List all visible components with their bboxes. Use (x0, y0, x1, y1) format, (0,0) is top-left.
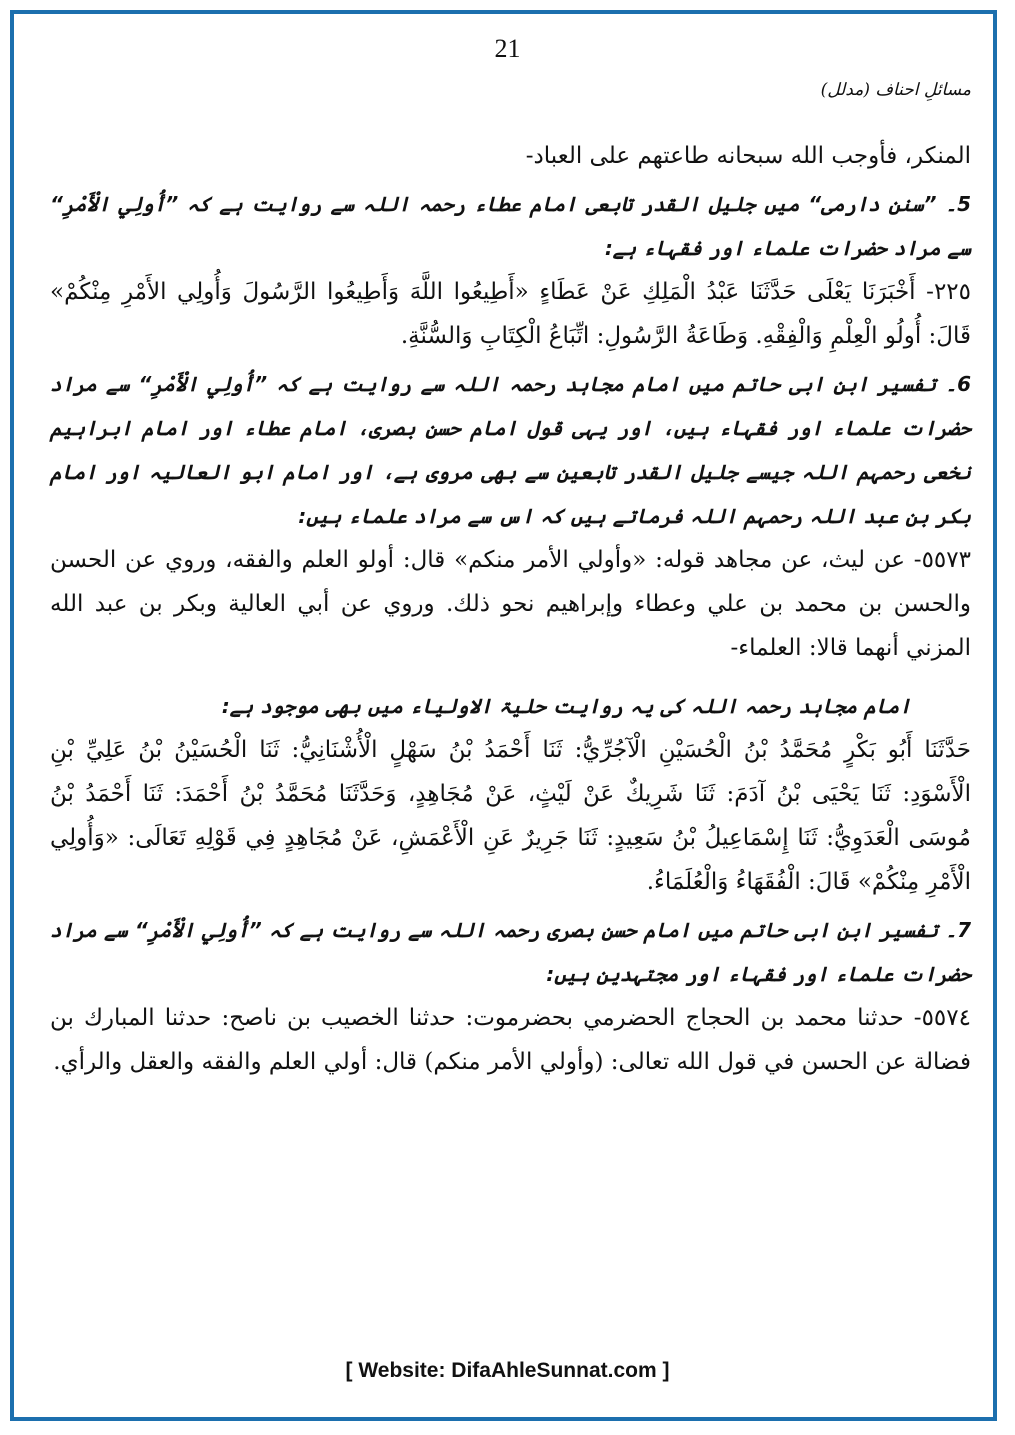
arabic-hadith-5574: ٥٥٧٤- حدثنا محمد بن الحجاج الحضرمي بحضرموت: حدثنا الخصيب بن ناصح: حدثنا المبارك بن فضالة عن الحسن في قول الله تعالى: (وأولي الأمر منكم) قال: أولي العلم والفقه والعقل والرأي. (50, 1005, 971, 1075)
page (24, 24, 991, 1409)
arabic-hadith-5573: ٥٥٧٣- عن ليث، عن مجاهد قوله: «وأولي الأمر منكم» قال: أولو العلم والفقه، وروي عن الحسن والحسن بن محمد بن علي وعطاء وإبراهيم نحو ذلك. وروي عن أبي العالية وبكر بن عبد الله المزني أنهما قالا: العلماء- (50, 547, 971, 661)
urdu-paragraph-7: 7۔ تفسیر ابن ابی حاتم میں امام حسن بصری رحمہ اللہ سے روایت ہے کہ ”أُولِي الْأَمْرِ“ سے مراد حضرات علماء اور فقہاء اور مجتہدین ہیں: (50, 918, 971, 986)
page-number: 21 (494, 34, 521, 63)
arabic-hilya-narration: حَدَّثَنَا أَبُو بَكْرٍ مُحَمَّدُ بْنُ الْحُسَيْنِ الْآجُرِّيُّ: ثَنَا أَحْمَدُ بْنُ سَهْلٍ الْأُشْنَانِيُّ: ثَنَا الْحُسَيْنُ بْنُ عَلِيِّ بْنِ الْأَسْوَدِ: ثَنَا يَحْيَى بْنُ آدَمَ: ثَنَا شَرِيكٌ عَنْ لَيْثٍ، عَنْ مُجَاهِدٍ، وَحَدَّثَنَا مُحَمَّدُ بْنُ أَحْمَدَ: ثَنَا أَحْمَدُ بْنُ مُوسَى الْعَدَوِيُّ: ثَنَا إِسْمَاعِيلُ بْنُ سَعِيدٍ: ثَنَا جَرِيرٌ عَنِ الْأَعْمَشِ، عَنْ مُجَاهِدٍ فِي قَوْلِهِ تَعَالَى: «وَأُولِي الْأَمْرِ مِنْكُمْ» قَالَ: الْفُقَهَاءُ وَالْعُلَمَاءُ. (50, 737, 971, 895)
arabic-text-intro: المنكر، فأوجب الله سبحانه طاعتهم على العباد- (525, 143, 971, 169)
page-header: مسائلِ احناف (مدلل) (820, 80, 971, 100)
arabic-hadith-225: ٢٢٥- أَخْبَرَنَا يَعْلَى حَدَّثَنَا عَبْدُ الْمَلِكِ عَنْ عَطَاءٍ «أَطِيعُوا اللَّهَ وَأَطِيعُوا الرَّسُولَ وَأُولِي الأَمْرِ مِنْكُمْ» قَالَ: أُولُو الْعِلْمِ وَالْفِقْهِ. وَطَاعَةُ الرَّسُولِ: اتِّبَاعُ الْكِتَابِ وَالسُّنَّةِ. (50, 279, 971, 349)
website-footer: [ Website: DifaAhleSunnat.com ] (345, 1359, 670, 1382)
page-content (50, 134, 971, 1084)
urdu-paragraph-6: 6۔ تفسیر ابن ابی حاتم میں امام مجاہد رحمہ اللہ سے روایت ہے کہ ”أُولِي الْأَمْرِ“ سے مراد حضرات علماء اور فقہاء ہیں، اور یہی قول امام حسن بصری، امام عطاء اور امام ابراہیم نخعی رحمہم اللہ جیسے جلیل القدر تابعین سے بھی مروی ہے، اور امام ابو العالیہ اور امام بکر بن عبد اللہ رحمہم اللہ فرماتے ہیں کہ اس سے مراد علماء ہیں: (50, 372, 971, 528)
urdu-paragraph-5: 5۔ ”سنن دارمی“ میں جلیل القدر تابعی امام عطاء رحمہ اللہ سے روایت ہے کہ ”أُولِي الْأَمْرِ“ سے مراد حضرات علماء اور فقہاء ہے: (50, 192, 971, 260)
urdu-hilya-intro: امام مجاہد رحمہ اللہ کی یہ روایت حلیۃ الاولیاء میں بھی موجود ہے: (221, 694, 911, 718)
